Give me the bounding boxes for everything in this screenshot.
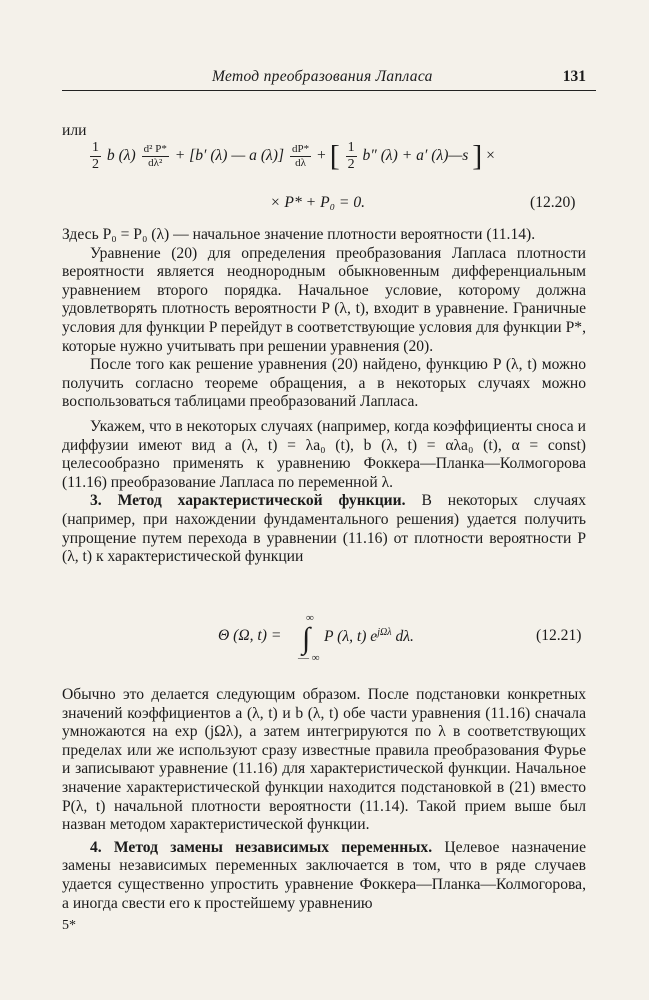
- fraction-second-derivative: [142, 143, 169, 170]
- term-bracket-content: b″ (λ) + a′ (λ)—s: [362, 147, 469, 165]
- fraction-numerator: dP*: [291, 143, 310, 155]
- paragraph-5: [62, 492, 586, 566]
- fraction-denominator: dλ²: [148, 157, 163, 169]
- paragraph-7: [62, 839, 586, 913]
- equation-12-20-line-2: [270, 194, 365, 212]
- differential: dλ.: [391, 628, 414, 646]
- text-block-2: [62, 686, 586, 913]
- running-title: Метод преобразования Лапласа: [212, 68, 433, 85]
- fraction-denominator: 2: [92, 157, 99, 172]
- equation-12-20-line-1: [88, 140, 495, 173]
- equation-12-21-lhs: [218, 627, 281, 645]
- fraction-first-derivative: [290, 143, 311, 170]
- paragraph-1: Здесь P₀ = P₀ (λ) — начальное значение плотности вероятности (11.14).: [62, 226, 536, 243]
- times-sign: ×: [486, 147, 495, 165]
- paragraph-2: Уравнение (20) для определения преобразования Лапласа плотности вероятности является неоднородным обыкновенным дифференциальным уравнением второго порядка. Начальное условие, которому должна удовлетворять плотность вероятности P (λ, t), входит в уравнение. Граничные условия для функции P перейдут в соответствующие условия для функции P*, которые нужно учитывать при решении уравнения (20).: [62, 244, 586, 355]
- paragraph-4: Укажем, что в некоторых случаях (например, когда коэффициенты сноса и диффузии имеют вид a (λ, t) = λa₀ (t), b (λ, t) = αλa₀ (t), α = const) целесообразно применять к уравнению Фоккера—Планка—Колмогорова (11.16) преобразование Лапласа по переменной λ.: [62, 417, 586, 491]
- fraction-half-2: [346, 140, 357, 173]
- section-4-text: Целевое назначение замены независимых переменных заключается в том, что в ряде случаев удается существенно упростить уравнение Фоккера—Планка—Колмогорова, а иногда свести его к простейшему уравнению: [62, 838, 587, 912]
- term-drift-bracket: + [b′ (λ) — a (λ)]: [174, 147, 285, 165]
- left-bracket: [: [329, 139, 340, 173]
- integral-sign: ∫: [302, 622, 311, 655]
- integrand: P (λ, t) e: [324, 628, 378, 646]
- section-4-heading: 4. Метод замены независимых переменных.: [90, 838, 433, 856]
- page-number: 131: [562, 68, 586, 85]
- exponent: jΩλ: [377, 627, 392, 638]
- fraction-numerator: 1: [92, 140, 99, 155]
- paragraph-6: Обычно это делается следующим образом. После подстановки конкретных значений коэффициентов a (λ, t) и b (λ, t) обе части уравнения (11.16) сначала умножаются на exp (jΩλ), а затем интегрируются по λ в соответствующих пределах или же используют сразу известные правила преобразования Фурье и записывают уравнение (11.16) для характеристической функции. Начальное значение характеристической функции находится подстановкой в (21) вместо P(λ, t) начальной плотности вероятности (11.14). Такой прием выше был назван методом характеристической функции.: [62, 686, 586, 834]
- equation-12-21-integrand: [324, 627, 414, 646]
- fraction-denominator: dλ: [295, 157, 306, 169]
- integral-upper-limit: ∞: [306, 612, 314, 624]
- equation-lhs: Θ (Ω, t) =: [218, 627, 282, 644]
- equation-number-12-21: (12.21): [536, 627, 582, 644]
- term-b-lambda: b (λ): [106, 147, 136, 165]
- fraction-numerator: d² P*: [143, 143, 167, 155]
- section-3-text: В некоторых случаях (например, при нахождении фундаментального решения) удается получить упрощение путем перехода в уравнении (11.16) от плотности вероятности P (λ, t) к характеристической функции: [62, 492, 586, 566]
- plus-sign: +: [316, 147, 326, 165]
- signature-mark: 5*: [62, 918, 76, 933]
- fraction-half: [90, 140, 101, 173]
- equation-line-2-text: × P* + P₀ = 0.: [270, 194, 366, 211]
- fraction-denominator: 2: [347, 157, 355, 172]
- intro-word: [62, 122, 586, 141]
- intro-word-text: или: [62, 122, 87, 139]
- right-bracket: ]: [472, 139, 483, 173]
- equation-number-12-20: (12.20): [530, 194, 576, 211]
- integral-lower-limit: — ∞: [298, 652, 320, 664]
- paragraph-3: После того как решение уравнения (20) найдено, функцию P (λ, t) можно получить согласно теореме обращения, а в некоторых случаях можно воспользоваться таблицами преобразований Лапласа.: [62, 356, 586, 411]
- section-3-heading: 3. Метод характеристической функции.: [90, 492, 406, 510]
- text-block-1: [62, 226, 586, 567]
- fraction-numerator: 1: [347, 140, 355, 155]
- running-header: [62, 66, 596, 91]
